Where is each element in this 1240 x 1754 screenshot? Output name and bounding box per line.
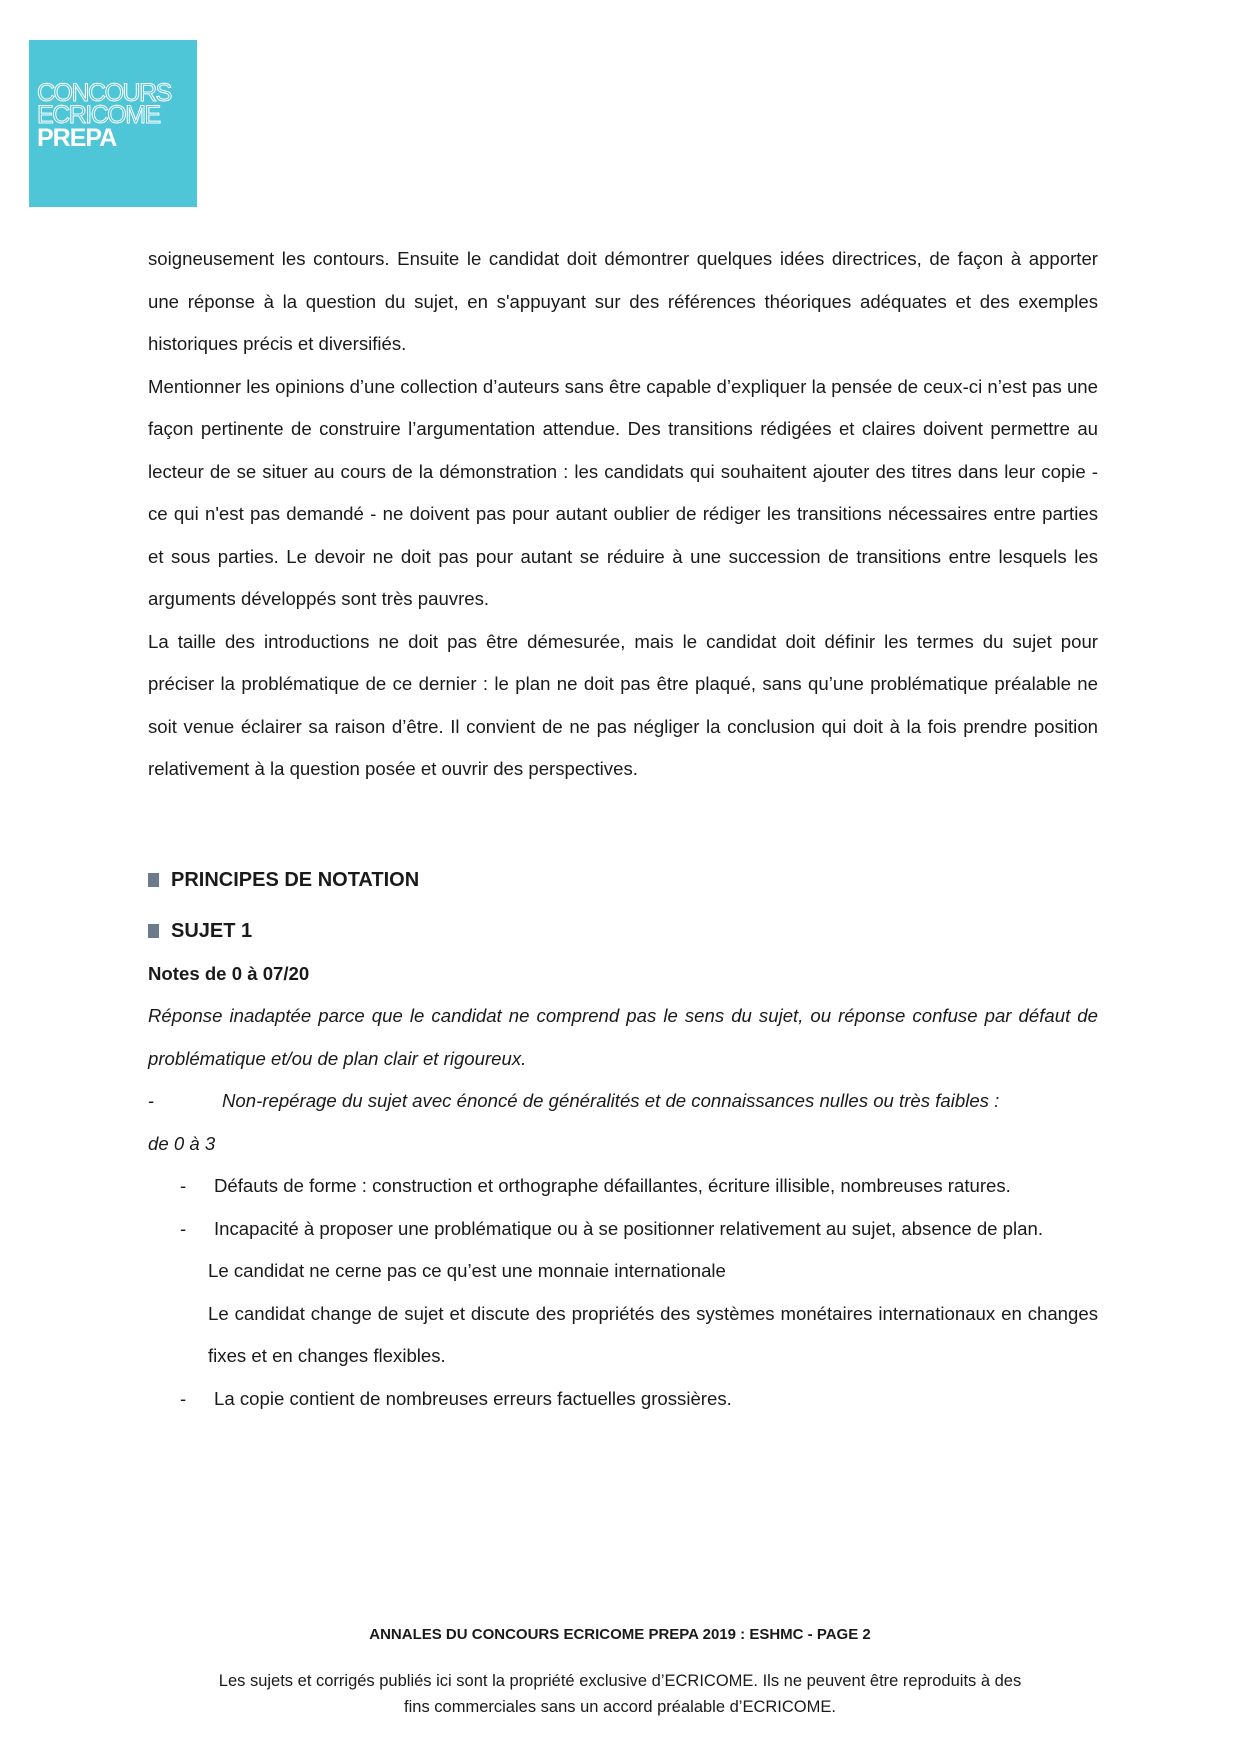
bullet-marker: - — [180, 1387, 187, 1409]
sub-note-1: Le candidat ne cerne pas ce qu’est une monnaie internationale — [208, 1260, 726, 1281]
section-heading-principes — [148, 859, 1098, 902]
footer-copyright-note — [150, 1668, 1090, 1720]
sub-note-2: Le candidat change de sujet et discute des propriétés des systèmes monétaires internationaux en changes fixes et en changes flexibles. — [208, 1302, 1098, 1366]
logo-line-concours: CONCOURS — [37, 79, 171, 107]
section-heading-sujet — [148, 910, 1098, 953]
paragraph-1: soigneusement les contours. Ensuite le candidat doit démontrer quelques idées directrices, de façon à apporter une réponse à la question du sujet, en s'appuyant sur des références théoriques adéquates et des exemples historiques précis et diversifiés. — [148, 248, 1098, 354]
paragraph-3: La taille des introductions ne doit pas être démesurée, mais le candidat doit définir les termes du sujet pour préciser la problématique de ce dernier : le plan ne doit pas être plaqué, sans qu’une problématique préalable ne soit venue éclairer sa raison d’être. Il convient de ne pas négliger la conclusion qui doit à la fois prendre position relativement à la question posée et ouvrir des perspectives. — [148, 630, 1098, 779]
footer-note-line-2: fins commerciales sans un accord préalable d’ECRICOME. — [404, 1698, 836, 1716]
grade-band-title: Notes de 0 à 07/20 — [148, 962, 310, 984]
dash-marker: - — [148, 1090, 155, 1111]
list-item-text: Défauts de forme : construction et orthographe défaillantes, écriture illisible, nombreuses ratures. — [214, 1175, 1011, 1196]
list-item — [148, 1378, 1098, 1421]
criteria-list — [148, 1165, 1098, 1250]
square-bullet-icon — [148, 924, 159, 938]
ecricome-logo — [29, 40, 197, 207]
logo-line-ecricome: ECRICOME — [37, 101, 160, 129]
document-body — [148, 238, 1098, 1420]
grade-band-description: Réponse inadaptée parce que le candidat ne comprend pas le sens du sujet, ou réponse confuse par défaut de problématique et/ou de plan clair et rigoureux. — [148, 1005, 1098, 1069]
section-heading-principes-text: PRINCIPES DE NOTATION — [171, 868, 420, 891]
criteria-list-continued — [148, 1378, 1098, 1421]
logo-line-prepa: PREPA — [37, 124, 117, 152]
bullet-marker: - — [180, 1175, 187, 1196]
square-bullet-icon — [148, 873, 159, 887]
list-item-text: Incapacité à proposer une problématique ou à se positionner relativement au sujet, absence de plan. — [214, 1217, 1043, 1239]
footer-note-line-1: Les sujets et corrigés publiés ici sont la propriété exclusive d’ECRICOME. Ils ne peuvent être reproduits à des — [218, 1672, 1022, 1690]
bullet-marker: - — [180, 1217, 187, 1239]
list-item — [148, 1165, 1098, 1208]
dash-item — [148, 1080, 1098, 1123]
dash-item-text: Non-repérage du sujet avec énoncé de généralités et de connaissances nulles ou très faibles : — [222, 1090, 1000, 1111]
list-item — [148, 1208, 1098, 1251]
list-item-text: La copie contient de nombreuses erreurs factuelles grossières. — [214, 1387, 732, 1409]
section-heading-sujet-text: SUJET 1 — [171, 920, 253, 942]
dash-item-range: de 0 à 3 — [148, 1132, 216, 1154]
paragraph-2: Mentionner les opinions d’une collection d’auteurs sans être capable d’expliquer la pensée de ceux-ci n’est pas une façon pertinente de construire l’argumentation attendue. Des transitions rédigées et claires doivent permettre au lecteur de se situer au cours de la démonstration : les candidats qui souhaitent ajouter des titres dans leur copie - ce qui n'est pas demandé - ne doivent pas pour autant oublier de rédiger les transitions nécessaires entre parties et sous parties. Le devoir ne doit pas pour autant se réduire à une succession de transitions entre lesquels les arguments développés sont très pauvres. — [148, 375, 1098, 609]
footer-title: ANNALES DU CONCOURS ECRICOME PREPA 2019 : ESHMC - PAGE 2 — [369, 1626, 871, 1643]
